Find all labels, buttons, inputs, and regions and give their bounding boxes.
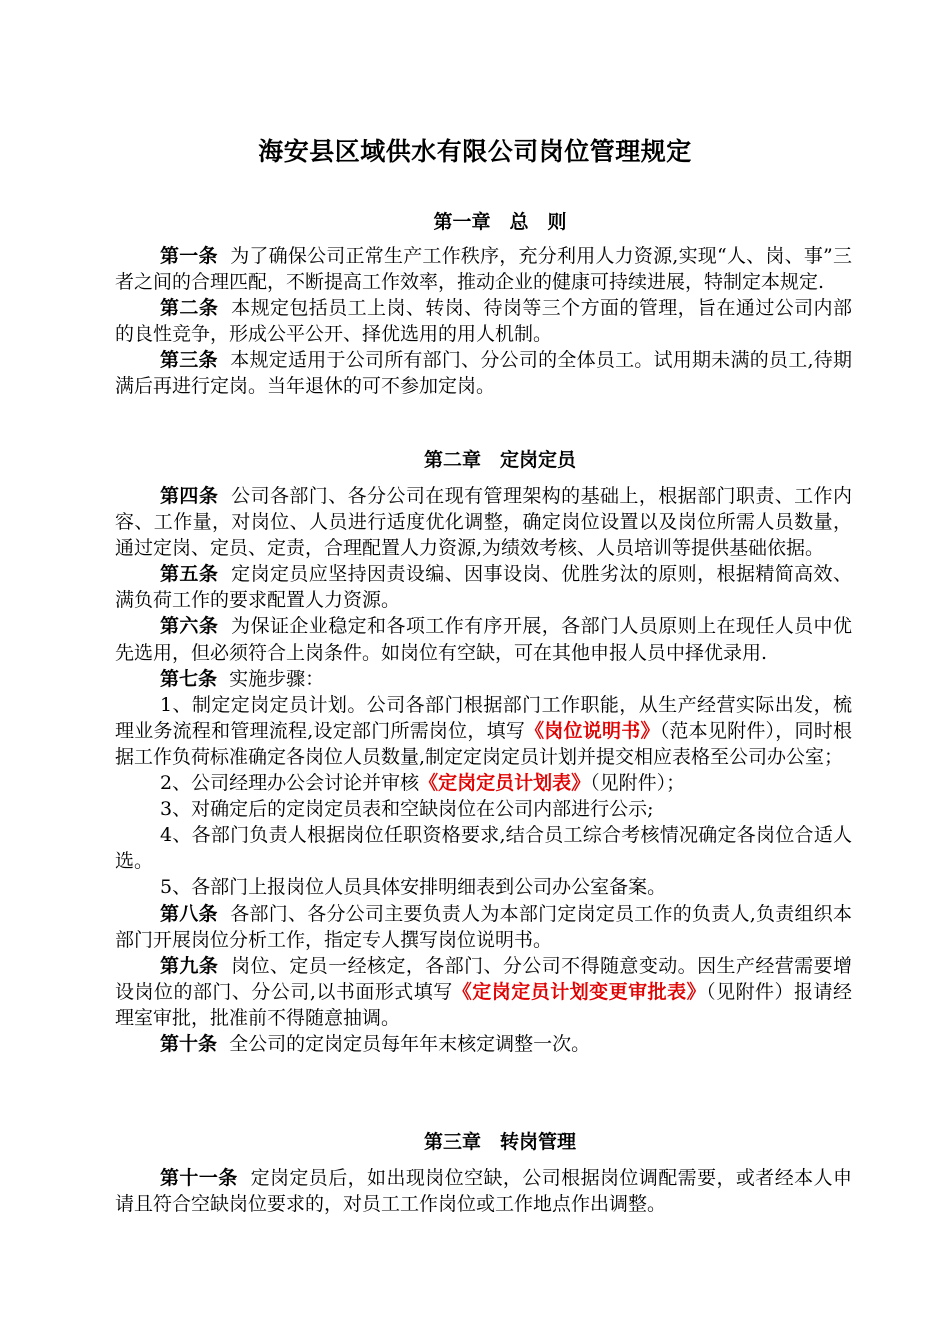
article-7 (115, 666, 852, 692)
article-5 (115, 561, 852, 613)
article-label: 第十一条 (160, 1167, 238, 1189)
chapter-3-heading: 第三章 转岗管理 (423, 1131, 576, 1153)
article-label: 第十条 (160, 1032, 218, 1055)
article-6 (115, 613, 852, 665)
form-reference: 《定岗定员计划表》 (419, 772, 591, 795)
article-11 (115, 1165, 852, 1217)
form-reference: 《岗位说明书》 (525, 719, 660, 742)
article-1 (115, 243, 852, 295)
article-text: 岗位、定员一经核定，各部门、分公司不得随意变动。因生产经营需要增设岗位的部门、分公司,以书面形式填写 (115, 954, 852, 1003)
article-label: 第六条 (160, 615, 219, 638)
form-reference: 《定岗定员计划变更审批表》 (452, 980, 707, 1003)
article-text: 为保证企业稳定和各项工作有序开展，各部门人员原则上在现任人员中优先选用，但必须符合上岗条件。如岗位有空缺，可在其他申报人员中择优录用. (115, 615, 852, 664)
article-8 (115, 901, 852, 953)
step-3: 3、对确定后的定岗定员表和空缺岗位在公司内部进行公示; (160, 798, 654, 821)
article-4 (115, 483, 852, 561)
article-text: 各部门、各分公司主要负责人为本部门定岗定员工作的负责人,负责组织本部门开展岗位分析工作，指定专人撰写岗位说明书。 (115, 902, 852, 951)
step-2 (115, 770, 852, 796)
article-label: 第八条 (160, 902, 218, 925)
article-10 (115, 1031, 852, 1057)
article-text: 公司各部门、各分公司在现有管理架构的基础上，根据部门职责、工作内容、工作量，对岗位、人员进行适度优化调整，确定岗位设置以及岗位所需人员数量，通过定岗、定员、定责，合理配置人力资源,为绩效考核、人员培训等提供基础依据。 (115, 485, 852, 560)
step-text: 1、制定定岗定员计划。公司各部门根据部门工作职能，从生产经营实际出发，梳理业务流程和管理流程,设定部门所需岗位，填写 (115, 693, 852, 742)
article-text: 定岗定员后，如出现岗位空缺，公司根据岗位调配需要，或者经本人申请且符合空缺岗位要求的，对员工工作岗位或工作地点作出调整。 (115, 1167, 852, 1216)
article-text: 实施步骤： (229, 667, 325, 690)
article-3 (115, 347, 852, 399)
step-5: 5、各部门上报岗位人员具体安排明细表到公司办公室备案。 (160, 876, 667, 899)
article-9 (115, 953, 852, 1031)
chapter-2-body (115, 483, 852, 1057)
chapter-3-body (115, 1165, 852, 1217)
article-label: 第四条 (160, 485, 219, 507)
article-label: 第七条 (160, 667, 218, 690)
step-text: 2、公司经理办公会讨论并审核 (160, 772, 420, 795)
article-text: 本规定适用于公司所有部门、分公司的全体员工。试用期未满的员工,待期满后再进行定岗。当年退休的可不参加定岗。 (115, 349, 852, 398)
article-text: 本规定包括员工上岗、转岗、待岗等三个方面的管理，旨在通过公司内部的良性竞争，形成公平公开、择优选用的用人机制。 (115, 297, 852, 346)
article-text: 为了确保公司正常生产工作秩序，充分利用人力资源,实现“人、岗、事”三者之间的合理匹配，不断提高工作效率，推动企业的健康可持续进展，特制定本规定. (115, 245, 852, 294)
article-label: 第五条 (160, 563, 219, 586)
chapter-1-heading: 第一章 总 则 (433, 211, 567, 233)
document-title: 海安县区域供水有限公司岗位管理规定 (258, 137, 692, 166)
article-label: 第一条 (160, 245, 218, 267)
article-label: 第二条 (160, 297, 219, 320)
article-text: （见附件）报请经理室审批，批准前不得随意抽调。 (115, 980, 852, 1029)
step-4: 4、各部门负责人根据岗位任职资格要求,结合员工综合考核情况确定各岗位合适人选。 (115, 824, 852, 873)
article-text: 全公司的定岗定员每年年末核定调整一次。 (229, 1032, 591, 1055)
step-text: （见附件）； (590, 772, 686, 795)
article-text: 定岗定员应坚持因责设编、因事设岗、优胜劣汰的原则，根据精简高效、满负荷工作的要求配置人力资源。 (115, 563, 852, 612)
step-1 (115, 692, 852, 770)
chapter-2-heading: 第二章 定岗定员 (423, 449, 576, 471)
chapter-1-body (115, 243, 852, 400)
step-text: （范本见附件），同时根据工作负荷标准确定各岗位人员数量,制定定岗定员计划并提交相应表格至公司办公室； (115, 719, 852, 768)
article-label: 第三条 (160, 349, 218, 372)
article-label: 第九条 (160, 954, 219, 977)
article-2 (115, 295, 852, 347)
